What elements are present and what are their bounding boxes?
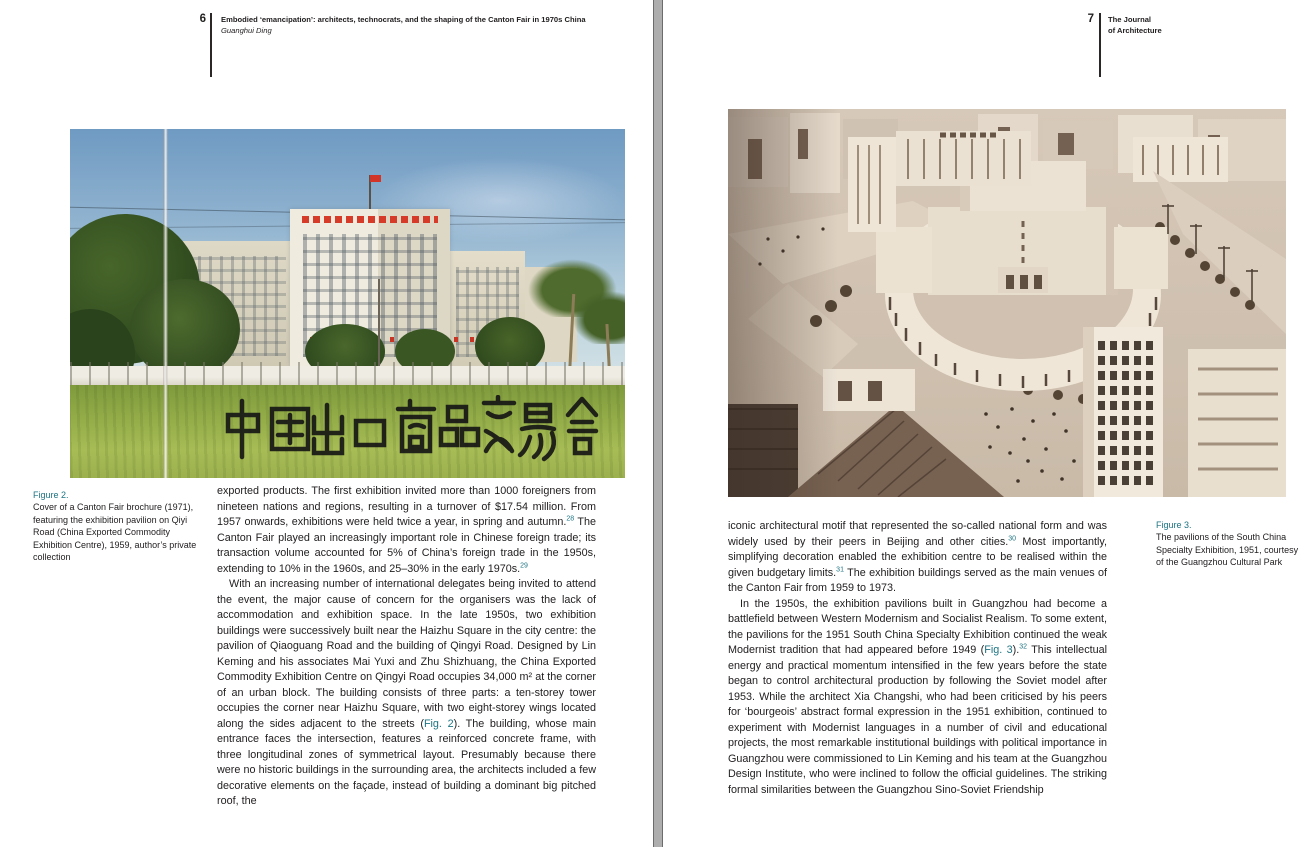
figure3-photo (728, 109, 1286, 497)
body-paragraph: iconic architectural motif that represented the so-called national form and was widely used by their peers in Beijing and other cities.$^{30}$ Most importantly, simplifying decoration enabled the exhibition centre to be realised within the given budgetary limits.$^{31}$ The exhibition buildings served as the main venues of the Canton Fair from 1959 to 1973. (728, 520, 1108, 594)
figure-ref[interactable]: Fig. 3 (984, 644, 1013, 656)
figure3-caption-text: The pavilions of the South China Specialty Exhibition, 1951, courtesy of the Guangzhou Cultural Park (1156, 532, 1299, 568)
page-number-right: 7 (1087, 13, 1094, 25)
header-rule-left (210, 13, 212, 77)
running-head-left (221, 14, 586, 36)
calligraphy-title (220, 395, 610, 465)
figure2-caption-text: Cover of a Canton Fair brochure (1971), featuring the exhibition pavilion on Qiyi Road (China Exported Commodity Exhibition Centre), 1959, author’s private collection (33, 502, 197, 563)
body-paragraph: exported products. The first exhibition invited more than 1000 foreigners from nineteen nations and regions, resulting in a turnover of $17.54 million. From 1957 onwards, exhibitions were held twice a year, in spring and autumn.$^{28}$ The Canton Fair played an increasingly important role in Chinese foreign trade; its transaction volume accounted for 5% of China’s foreign trade in the 1950s, extending to 10% in the 1960s, and 25–30% in the early 1970s.$^{29}$ (217, 485, 596, 575)
fence-posts (70, 362, 625, 386)
brochure-fold-line (163, 129, 168, 478)
journal-name-line2: of Architecture (1108, 26, 1162, 35)
figure-ref[interactable]: Fig. 2 (423, 717, 454, 730)
running-head-author: Guanghui Ding (221, 26, 272, 35)
running-head-right (1108, 14, 1162, 36)
body-text-left (217, 484, 596, 810)
lamp-post (378, 279, 380, 374)
figure2-caption-label: Figure 2. (33, 490, 69, 500)
citation-ref[interactable]: 31 (836, 565, 844, 573)
body-text-right (728, 519, 1107, 798)
figure3-caption (1156, 519, 1306, 569)
red-flag (370, 175, 381, 182)
rooftop-slogan-red-text (302, 216, 438, 223)
running-head-title: Embodied ‘emancipation’: architects, technocrats, and the shaping of the Canton Fair in 1970s China (221, 15, 586, 24)
boundary-wall (70, 366, 625, 386)
figure3-caption-label: Figure 3. (1156, 520, 1192, 530)
citation-ref[interactable]: 29 (520, 561, 528, 569)
page-number-left: 6 (199, 13, 206, 25)
citation-ref[interactable]: 28 (566, 515, 575, 523)
figure2-photo (70, 129, 625, 478)
body-paragraph: With an increasing number of international delegates being invited to attend the event, the major cause of concern for the organisers was the lack of accommodation and exhibition space. In the late 1950s, two exhibition buildings were successively built near the Haizhu Square in the city centre: the pavilion of Qiaoguang Road and the building of Qingyi Road. Designed by Lin Keming and his associates Mai Yuxi and Zhu Shizhuang, the China Exported Commodity Exhibition Centre on Qingyi Road occupies 34,000 m² at the corner of an urban block. The building consists of three parts: a ten-storey tower occupies the corner near Haizhu Square, with two eight-storey wings located along the sides adjacent to the streets (Fig. 2). The building, whose main entrance faces the intersection, features a reinforced concrete frame, with three longitudinal zones of symmetrical layout. Presumably because there were no historic buildings in the surrounding area, the architects included a few decorative elements on the façade, instead of building a dominant big pitched roof, the (217, 578, 596, 807)
palm-tree (570, 289, 625, 344)
figure2-caption (33, 489, 209, 563)
journal-name-line1: The Journal (1108, 15, 1152, 24)
citation-ref[interactable]: 32 (1019, 643, 1028, 651)
sepia-tint (728, 109, 1286, 497)
body-paragraph: In the 1950s, the exhibition pavilions built in Guangzhou had become a battlefield between Western Modernism and Socialist Realism. To some extent, the pavilions for the 1951 South China Specialty Exhibition continued the weak Modernist tradition that had appeared before 1949 (Fig. 3).$^{32}$ This intellectual energy and practical momentum intensified in the few years before the state began to control architectural production by following the Soviet model after 1953. While the architect Xia Changshi, who had been criticised by his peers for ‘bourgeois’ abstract formal expression in the 1951 exhibition, continued to experiment with Modernist languages in a number of civil and educational projects, the most remarkable institutional buildings with political importance in Guangzhou were commissioned to Lin Keming and his team at the Guangzhou Design Institute, who were inclined to follow the official guidelines. The striking formal similarities between the Guangzhou Sino-Soviet Friendship (728, 597, 1107, 796)
citation-ref[interactable]: 30 (1008, 534, 1017, 542)
header-rule-right (1099, 13, 1101, 77)
page-divider (653, 0, 663, 847)
